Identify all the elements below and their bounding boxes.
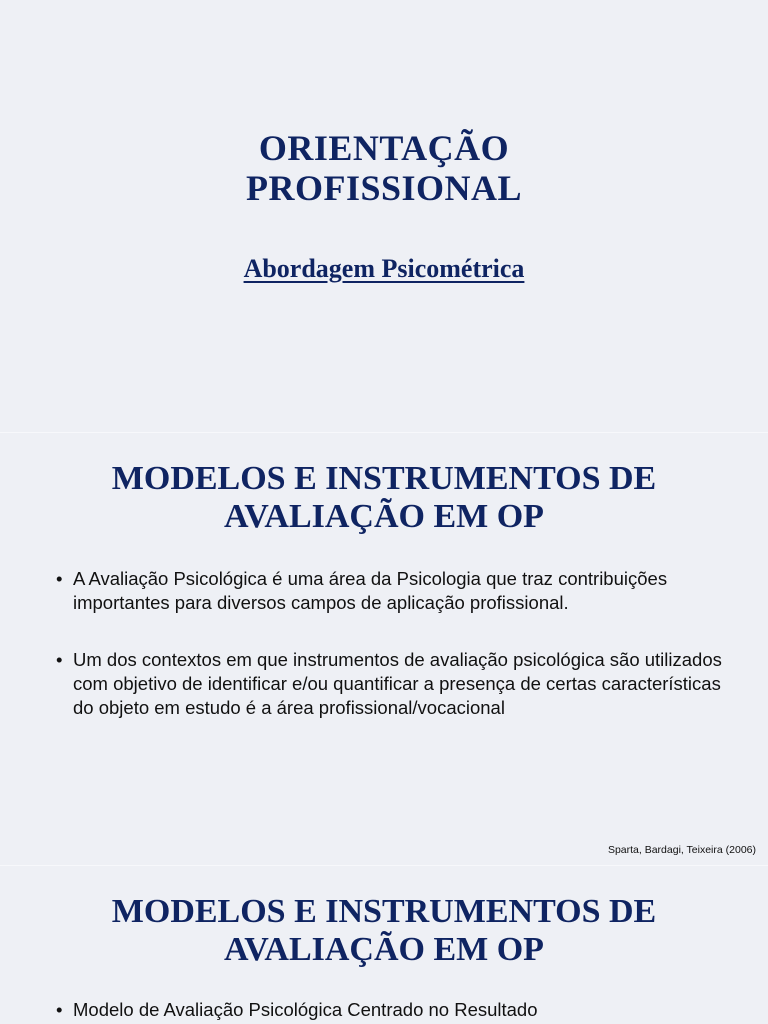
bullet-item	[56, 567, 746, 615]
slide-title	[0, 0, 768, 432]
bullet-text: Um dos contextos em que instrumentos de avaliação psicológica são utilizados com objetivo de identificar e/ou quantificar a presença de certas características do objeto em estudo é a área profissional/vocacional	[73, 649, 722, 718]
slide-subtitle: Abordagem Psicométrica	[243, 254, 525, 283]
bullet-marker: •	[56, 649, 63, 670]
bullet-item	[56, 648, 746, 720]
slide-heading	[0, 893, 768, 969]
bullet-text: A Avaliação Psicológica é uma área da Psicologia que traz contribuições importantes para diversos campos de aplicação profissional.	[73, 568, 668, 613]
bullet-marker: •	[56, 999, 63, 1020]
bullet-list	[56, 998, 746, 1022]
slide-modelos-2	[0, 866, 768, 1024]
slide-title-heading	[0, 128, 768, 208]
bullet-text: Modelo de Avaliação Psicológica Centrado no Resultado	[73, 999, 538, 1020]
title-line-1: ORIENTAÇÃO	[258, 128, 510, 168]
title-line-2: PROFISSIONAL	[245, 168, 523, 208]
bullet-marker: •	[56, 568, 63, 589]
bullet-item	[56, 998, 746, 1022]
citation: Sparta, Bardagi, Teixeira (2006)	[607, 844, 756, 856]
bullet-list	[56, 567, 746, 720]
slide-heading	[0, 460, 768, 536]
heading-line-1: MODELOS E INSTRUMENTOS DE	[111, 460, 657, 497]
slide-modelos-1	[0, 433, 768, 865]
heading-line-2: AVALIAÇÃO EM OP	[224, 498, 544, 535]
heading-line-1: MODELOS E INSTRUMENTOS DE	[111, 893, 657, 930]
heading-line-2: AVALIAÇÃO EM OP	[224, 931, 544, 968]
